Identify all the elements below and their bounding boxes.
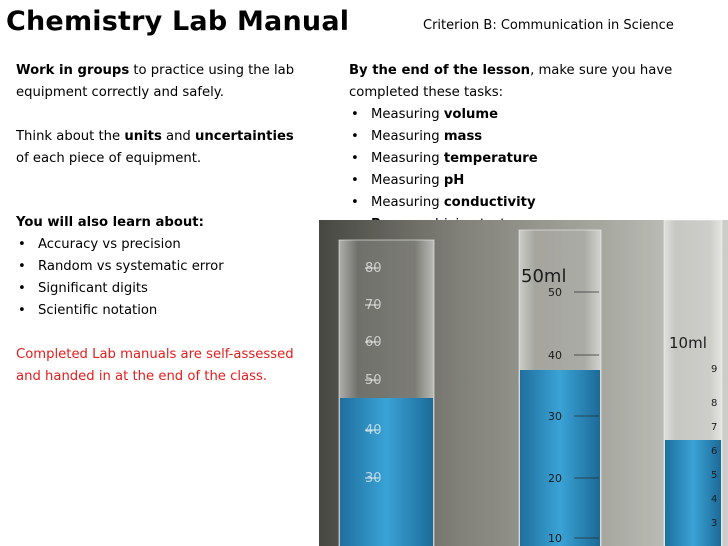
svg-text:4: 4 xyxy=(711,494,718,505)
task-item: • Measuring volume xyxy=(349,104,672,126)
list-item: • Scientific notation xyxy=(16,300,224,322)
svg-text:30: 30 xyxy=(365,471,382,486)
svg-text:10ml: 10ml xyxy=(669,334,707,352)
svg-text:80: 80 xyxy=(365,261,382,276)
svg-text:8: 8 xyxy=(711,398,718,409)
intro-paragraph xyxy=(16,60,294,104)
also-learn-section xyxy=(16,212,224,322)
cylinder-1 xyxy=(339,240,434,546)
tasks-section xyxy=(349,60,672,236)
units-word: units xyxy=(124,129,162,144)
svg-text:9: 9 xyxy=(711,364,718,375)
completion-note xyxy=(16,344,294,388)
criterion-label: Criterion B: Communication in Science xyxy=(423,18,674,33)
units-line2: of each piece of equipment. xyxy=(16,151,202,166)
task-item: • Measuring temperature xyxy=(349,148,672,170)
intro-line1-rest: to practice using the lab xyxy=(129,63,295,78)
svg-text:50: 50 xyxy=(365,373,382,388)
intro-line2: equipment correctly and safely. xyxy=(16,85,224,100)
task-item: • Measuring conductivity xyxy=(349,192,672,214)
svg-text:30: 30 xyxy=(548,410,562,423)
svg-text:7: 7 xyxy=(711,422,718,433)
svg-text:40: 40 xyxy=(365,423,382,438)
svg-text:50: 50 xyxy=(548,286,562,299)
completion-note-line2: and handed in at the end of the class. xyxy=(16,369,268,384)
svg-text:20: 20 xyxy=(548,472,562,485)
units-pre: Think about the xyxy=(16,129,125,144)
svg-text:10: 10 xyxy=(548,532,562,545)
svg-text:40: 40 xyxy=(548,349,562,362)
svg-text:50ml: 50ml xyxy=(521,266,567,287)
cylinder-3 xyxy=(664,220,722,546)
task-item: • Measuring pH xyxy=(349,170,672,192)
uncertainties-word: uncertainties xyxy=(195,129,294,144)
tasks-intro-bold: By the end of the lesson xyxy=(349,63,531,78)
tasks-list xyxy=(349,104,672,236)
list-item: • Significant digits xyxy=(16,278,224,300)
cylinder-2 xyxy=(519,230,601,546)
list-item: • Accuracy vs precision xyxy=(16,234,224,256)
tasks-intro-rest: , make sure you have xyxy=(530,63,673,78)
also-learn-heading: You will also learn about: xyxy=(16,215,204,230)
units-and: and xyxy=(161,129,195,144)
also-learn-list xyxy=(16,234,224,322)
units-paragraph xyxy=(16,126,294,170)
svg-text:3: 3 xyxy=(711,518,718,529)
completion-note-line1: Completed Lab manuals are self-assessed xyxy=(16,347,294,362)
page-title: Chemistry Lab Manual xyxy=(6,6,350,37)
svg-text:70: 70 xyxy=(365,298,382,313)
task-item: • Measuring mass xyxy=(349,126,672,148)
tasks-intro-line2: completed these tasks: xyxy=(349,85,504,100)
svg-text:60: 60 xyxy=(365,335,382,350)
svg-text:5: 5 xyxy=(711,470,718,481)
list-item: • Random vs systematic error xyxy=(16,256,224,278)
work-in-groups-text: Work in groups xyxy=(16,63,130,78)
graduated-cylinders-photo xyxy=(319,220,728,546)
svg-text:6: 6 xyxy=(711,446,718,457)
graduated-cylinders-image xyxy=(319,220,728,546)
